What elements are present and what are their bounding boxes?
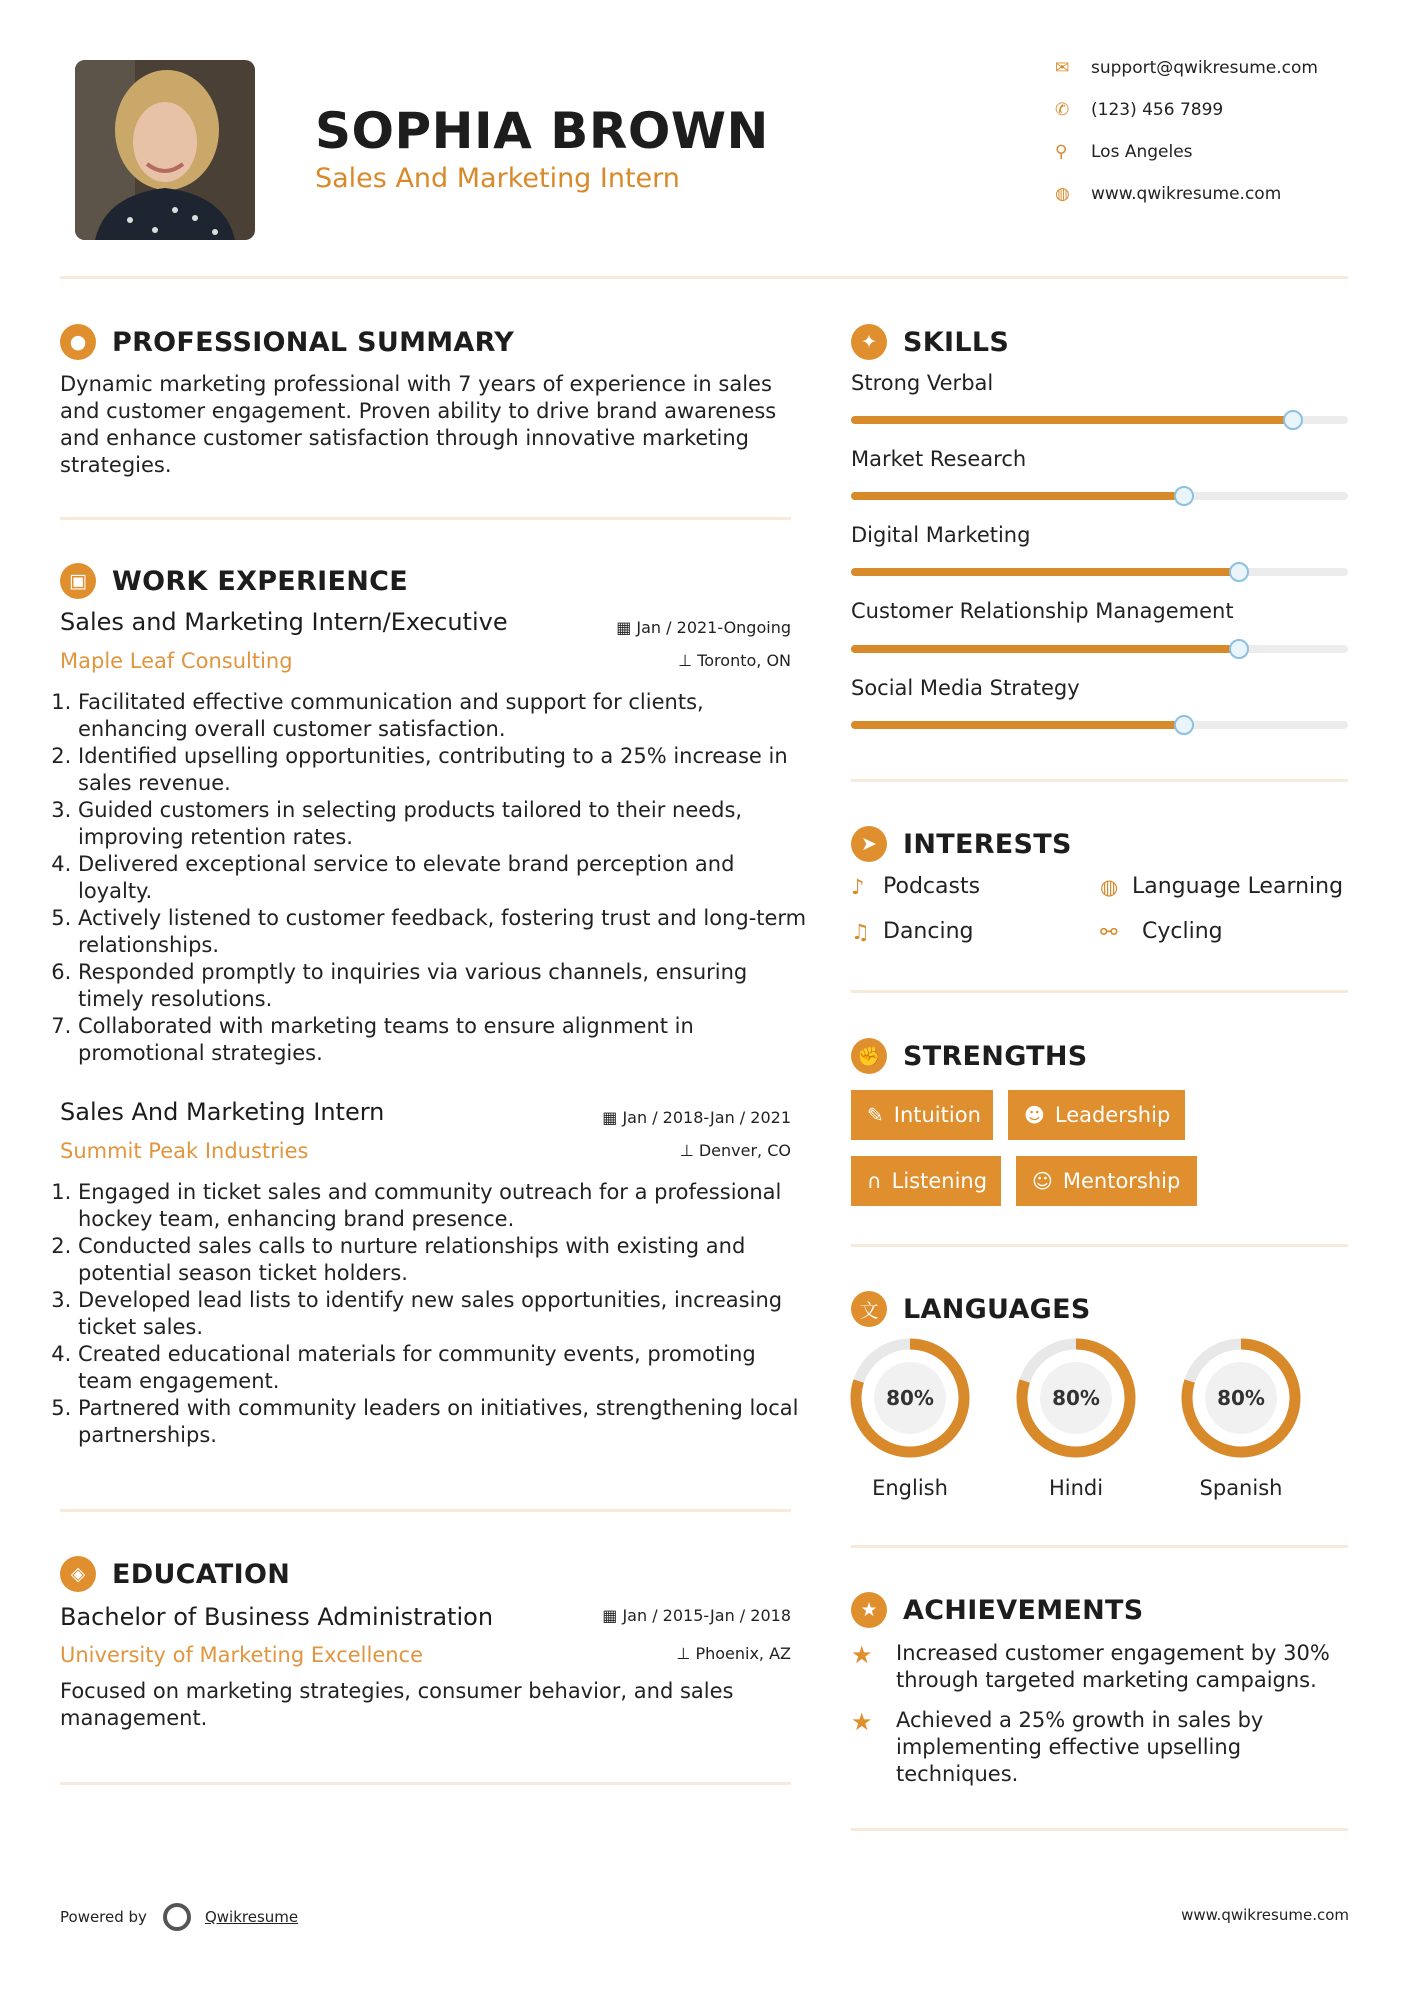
calendar-icon: ▦: [602, 1606, 618, 1625]
strength-tag: ☻ Leadership: [1008, 1090, 1185, 1140]
language-item: [1016, 1338, 1136, 1500]
interest-item: ♪ Podcasts: [851, 874, 981, 899]
job-bullets: [59, 689, 808, 1067]
list-item: 6. Responded promptly to inquiries via various channels, ensuring timely resolutions.: [78, 959, 808, 1013]
job-title: Sales And Marketing Intern: [60, 1098, 385, 1126]
calendar-icon: ▦: [602, 1108, 618, 1127]
contact-website[interactable]: ◍ www.qwikresume.com: [1055, 184, 1282, 204]
interest-item: ⚯ Cycling: [1100, 919, 1223, 944]
globe-icon: ◍: [1055, 184, 1070, 204]
language-percent: 80%: [1052, 1386, 1100, 1410]
contact-location: ⚲ Los Angeles: [1055, 142, 1193, 162]
envelope-icon: ✉: [1055, 58, 1070, 78]
language-name: Hindi: [1048, 1476, 1104, 1500]
globe-icon: ◍: [1100, 874, 1119, 899]
list-item: 2. Identified upselling opportunities, contributing to a 25% increase in sales revenue.: [78, 743, 808, 797]
education-divider: [60, 1782, 791, 1785]
calendar-icon: ▦: [616, 618, 632, 637]
skill-bar: [851, 416, 1348, 424]
candidate-name: SOPHIA BROWN: [315, 102, 769, 160]
interest-item: ♫ Dancing: [851, 919, 974, 944]
user-plus-icon: ☺: [1032, 1169, 1053, 1193]
music-note-icon: ♫: [851, 919, 870, 944]
list-item: 4. Delivered exceptional service to elevate brand perception and loyalty.: [78, 851, 808, 905]
skill-bar: [851, 721, 1348, 729]
star-icon: ★: [851, 1641, 873, 1669]
skill-bar-fill: [851, 721, 1184, 729]
pin-icon: ⊥: [679, 1141, 694, 1160]
profile-photo: [75, 60, 255, 240]
skill-label: Social Media Strategy: [851, 676, 1080, 700]
bicycle-icon: ⚯: [1100, 919, 1118, 944]
degree-title: Bachelor of Business Administration: [60, 1603, 494, 1631]
contact-email[interactable]: ✉ support@qwikresume.com: [1055, 58, 1318, 78]
summary-heading: ● PROFESSIONAL SUMMARY: [60, 324, 514, 360]
achievements-divider: [851, 1828, 1348, 1831]
skill-bar-fill: [851, 568, 1239, 576]
skill-bar-knob: [1174, 715, 1194, 735]
lightbulb-icon: ✦: [851, 324, 887, 360]
languages-divider: [851, 1545, 1348, 1548]
strength-tag: ∩ Listening: [851, 1156, 1001, 1206]
user-icon: ●: [60, 324, 96, 360]
summary-divider: [60, 517, 791, 520]
interests-divider: [851, 990, 1348, 993]
education-heading: ◈ EDUCATION: [60, 1556, 290, 1592]
summary-text: Dynamic marketing professional with 7 years of experience in sales and customer engagement. Proven ability to drive brand awareness and enhance customer satisfaction through innovative marketing strategies.: [60, 372, 777, 477]
list-item: 1. Engaged in ticket sales and community outreach for a professional hockey team, enhancing brand presence.: [78, 1179, 808, 1233]
skill-label: Customer Relationship Management: [851, 599, 1234, 623]
job-bullets: [59, 1179, 808, 1449]
paper-plane-icon: ➤: [851, 826, 887, 862]
language-item: [1181, 1338, 1301, 1500]
language-percent: 80%: [886, 1386, 934, 1410]
pin-icon: ⊥: [676, 1644, 691, 1663]
skill-bar-knob: [1174, 486, 1194, 506]
header-divider: [60, 276, 1348, 279]
languages-heading: 文 LANGUAGES: [851, 1291, 1091, 1327]
education-location: ⊥ Phoenix, AZ: [676, 1644, 791, 1663]
headphones-icon: ∩: [867, 1169, 882, 1193]
qwikresume-logo-icon: [163, 1903, 191, 1931]
achievement-item: ★ Increased customer engagement by 30% through targeted marketing campaigns.: [851, 1641, 1330, 1692]
skill-bar-knob: [1229, 562, 1249, 582]
skill-bar-fill: [851, 492, 1184, 500]
list-item: 1. Facilitated effective communication and support for clients, enhancing overall customer satisfaction.: [78, 689, 808, 743]
microphone-icon: ♪: [851, 874, 865, 899]
skill-bar-knob: [1229, 639, 1249, 659]
list-item: 7. Collaborated with marketing teams to ensure alignment in promotional strategies.: [78, 1013, 808, 1067]
experience-divider: [60, 1509, 791, 1512]
skill-label: Market Research: [851, 447, 1027, 471]
star-badge-icon: ★: [851, 1592, 887, 1628]
strengths-divider: [851, 1244, 1348, 1247]
graduation-icon: ◈: [60, 1556, 96, 1592]
skill-bar: [851, 568, 1348, 576]
skill-label: Digital Marketing: [851, 523, 1031, 547]
language-name: English: [872, 1476, 948, 1500]
strength-tag: ✎ Intuition: [851, 1090, 993, 1140]
list-item: 2. Conducted sales calls to nurture relationships with existing and potential season ticket holders.: [78, 1233, 808, 1287]
job-title: Sales and Marketing Intern/Executive: [60, 608, 508, 636]
job-dates: ▦ Jan / 2021-Ongoing: [616, 618, 791, 637]
skills-heading: ✦ SKILLS: [851, 324, 1009, 360]
skill-bar-knob: [1283, 410, 1303, 430]
job-company: Summit Peak Industries: [60, 1139, 309, 1163]
powered-by: Powered by Qwikresume: [60, 1903, 298, 1931]
list-item: 5. Actively listened to customer feedback, fostering trust and long-term relationships.: [78, 905, 808, 959]
education-dates: ▦ Jan / 2015-Jan / 2018: [602, 1606, 791, 1625]
brand-link[interactable]: Qwikresume: [204, 1908, 299, 1926]
job-location: ⊥ Denver, CO: [679, 1141, 791, 1160]
job-location: ⊥ Toronto, ON: [678, 651, 791, 670]
skill-bar: [851, 492, 1348, 500]
experience-heading: ▣ WORK EXPERIENCE: [60, 563, 408, 599]
magic-wand-icon: ✎: [867, 1103, 884, 1127]
language-name: Spanish: [1199, 1476, 1283, 1500]
candidate-role: Sales And Marketing Intern: [315, 163, 680, 194]
skill-bar-fill: [851, 645, 1239, 653]
skills-divider: [851, 779, 1348, 782]
briefcase-icon: ▣: [60, 563, 96, 599]
achievement-item: ★ Achieved a 25% growth in sales by implementing effective upselling techniques.: [851, 1708, 1264, 1786]
language-item: [850, 1338, 970, 1500]
users-icon: ☻: [1024, 1103, 1045, 1127]
skill-bar-fill: [851, 416, 1293, 424]
map-pin-icon: ⚲: [1055, 142, 1068, 162]
job-dates: ▦ Jan / 2018-Jan / 2021: [602, 1108, 791, 1127]
interests-heading: ➤ INTERESTS: [851, 826, 1072, 862]
strength-tag: ☺ Mentorship: [1016, 1156, 1197, 1206]
list-item: 4. Created educational materials for community events, promoting team engagement.: [78, 1341, 808, 1395]
pin-icon: ⊥: [678, 651, 693, 670]
achievements-heading: ★ ACHIEVEMENTS: [851, 1592, 1144, 1628]
strengths-heading: ✊ STRENGTHS: [851, 1038, 1088, 1074]
language-percent: 80%: [1217, 1386, 1265, 1410]
skill-label: Strong Verbal: [851, 371, 994, 395]
school-name: University of Marketing Excellence: [60, 1643, 424, 1667]
phone-icon: ✆: [1055, 100, 1070, 120]
translate-icon: 文: [851, 1291, 887, 1327]
list-item: 3. Developed lead lists to identify new sales opportunities, increasing ticket sales.: [78, 1287, 808, 1341]
contact-phone[interactable]: ✆ (123) 456 7899: [1055, 100, 1224, 120]
fist-icon: ✊: [851, 1038, 887, 1074]
star-icon: ★: [851, 1708, 873, 1736]
footer-url[interactable]: www.qwikresume.com: [1181, 1906, 1349, 1924]
interest-item: ◍ Language Learning: [1100, 874, 1344, 899]
education-description: Focused on marketing strategies, consumer behavior, and sales management.: [60, 1679, 734, 1730]
skill-bar: [851, 645, 1348, 653]
list-item: 3. Guided customers in selecting products tailored to their needs, improving retention rates.: [78, 797, 808, 851]
list-item: 5. Partnered with community leaders on initiatives, strengthening local partnerships.: [78, 1395, 808, 1449]
job-company: Maple Leaf Consulting: [60, 649, 293, 673]
